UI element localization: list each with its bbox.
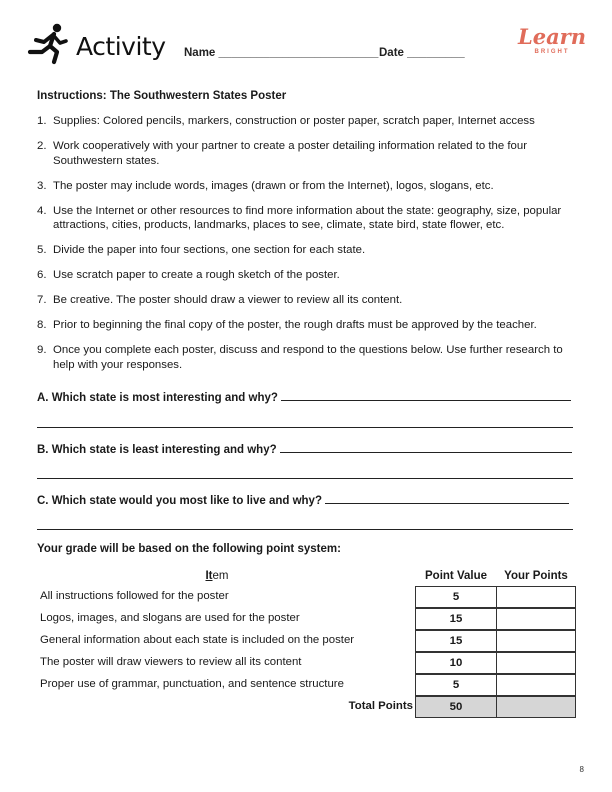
- total-label: Total Points: [348, 700, 413, 712]
- instruction-step: [37, 343, 582, 372]
- question-a: [37, 389, 575, 404]
- name-label: Name: [184, 47, 216, 59]
- instruction-step: [37, 204, 582, 233]
- grading-title: Your grade will be based on the following point system:: [37, 543, 341, 555]
- row-point-value: 5: [415, 674, 497, 696]
- answer-line[interactable]: [37, 529, 573, 530]
- row-your-points[interactable]: [496, 652, 576, 674]
- column-header-point-value: Point Value: [425, 570, 487, 582]
- question-b: [37, 441, 575, 456]
- step-number: 7.: [37, 294, 47, 306]
- instruction-step: [37, 243, 582, 258]
- table-row: [37, 586, 577, 608]
- total-row: [37, 696, 577, 718]
- running-person-icon: [24, 22, 70, 66]
- answer-line[interactable]: [37, 478, 573, 479]
- row-item: Proper use of grammar, punctuation, and sentence structure: [40, 678, 344, 690]
- page-header: [24, 20, 588, 72]
- total-point-value: 50: [415, 696, 497, 718]
- date-label: Date: [379, 47, 404, 59]
- logo-sub: BRIGHT: [534, 49, 570, 55]
- instruction-step: [37, 179, 582, 194]
- row-point-value: 5: [415, 586, 497, 608]
- total-your-points[interactable]: [496, 696, 576, 718]
- column-header-item: [37, 570, 397, 582]
- step-text: The poster may include words, images (drawn or from the Internet), logos, slogans, etc.: [53, 179, 494, 192]
- answer-blank[interactable]: [280, 441, 572, 453]
- answer-line[interactable]: [37, 427, 573, 428]
- instruction-step: [37, 268, 582, 283]
- row-point-value: 15: [415, 630, 497, 652]
- row-point-value: 15: [415, 608, 497, 630]
- question-label: B. Which state is least interesting and why?: [37, 444, 277, 456]
- question-c: [37, 492, 575, 507]
- name-field[interactable]: [184, 47, 378, 59]
- step-text: Divide the paper into four sections, one section for each state.: [53, 244, 366, 256]
- instruction-step: [37, 114, 582, 129]
- step-number: 5.: [37, 244, 47, 256]
- row-your-points[interactable]: [496, 674, 576, 696]
- row-point-value: 10: [415, 652, 497, 674]
- step-text: Be creative. The poster should draw a viewer to review all its content.: [53, 294, 403, 306]
- row-your-points[interactable]: [496, 608, 576, 630]
- column-header-item-suffix: em: [212, 570, 229, 582]
- instruction-step: [37, 318, 582, 333]
- column-header-your-points: Your Points: [504, 570, 568, 582]
- instruction-step: [37, 293, 582, 308]
- column-header-item-prefix: It: [205, 570, 213, 582]
- table-row: [37, 674, 577, 696]
- step-number: 2.: [37, 140, 47, 152]
- page-number: 8: [579, 765, 584, 774]
- activity-title: Activity: [76, 32, 166, 61]
- table-row: [37, 630, 577, 652]
- step-number: 3.: [37, 179, 47, 192]
- instructions-title: Instructions: The Southwestern States Poster: [37, 90, 287, 102]
- answer-blank[interactable]: [281, 389, 571, 401]
- table-row: [37, 608, 577, 630]
- step-text: Prior to beginning the final copy of the poster, the rough drafts must be approved by the teacher.: [53, 319, 537, 331]
- answer-blank[interactable]: [325, 492, 569, 504]
- step-number: 1.: [37, 115, 47, 127]
- row-item: All instructions followed for the poster: [40, 590, 229, 602]
- step-text: Use the Internet or other resources to find more information about the state: geography, size, popular attractions, cities, products, landmarks, places to see, climate, state bird, state flower, etc.: [53, 204, 562, 231]
- step-number: 4.: [37, 204, 47, 217]
- row-your-points[interactable]: [496, 586, 576, 608]
- question-label: A. Which state is most interesting and why?: [37, 392, 278, 404]
- instruction-step: [37, 139, 582, 168]
- step-number: 9.: [37, 344, 47, 356]
- step-number: 6.: [37, 269, 47, 281]
- date-field[interactable]: [379, 47, 465, 59]
- date-blank: _________: [407, 47, 465, 59]
- row-item: The poster will draw viewers to review all its content: [40, 656, 302, 668]
- instruction-list: [37, 114, 582, 383]
- question-label: C. Which state would you most like to live and why?: [37, 495, 322, 507]
- step-text: Use scratch paper to create a rough sketch of the poster.: [53, 269, 340, 281]
- learn-bright-logo: [516, 26, 588, 66]
- step-text: Supplies: Colored pencils, markers, construction or poster paper, scratch paper, Internet access: [53, 115, 535, 127]
- logo-word: Learn: [517, 24, 587, 49]
- row-item: Logos, images, and slogans are used for the poster: [40, 612, 300, 624]
- step-number: 8.: [37, 319, 47, 331]
- name-blank: _________________________: [218, 47, 379, 59]
- step-text: Once you complete each poster, discuss and respond to the questions below. Use further research to help with your responses.: [53, 344, 563, 371]
- step-text: Work cooperatively with your partner to create a poster detailing information related to the four Southwestern states.: [53, 140, 528, 167]
- row-your-points[interactable]: [496, 630, 576, 652]
- row-item: General information about each state is included on the poster: [40, 634, 355, 646]
- table-row: [37, 652, 577, 674]
